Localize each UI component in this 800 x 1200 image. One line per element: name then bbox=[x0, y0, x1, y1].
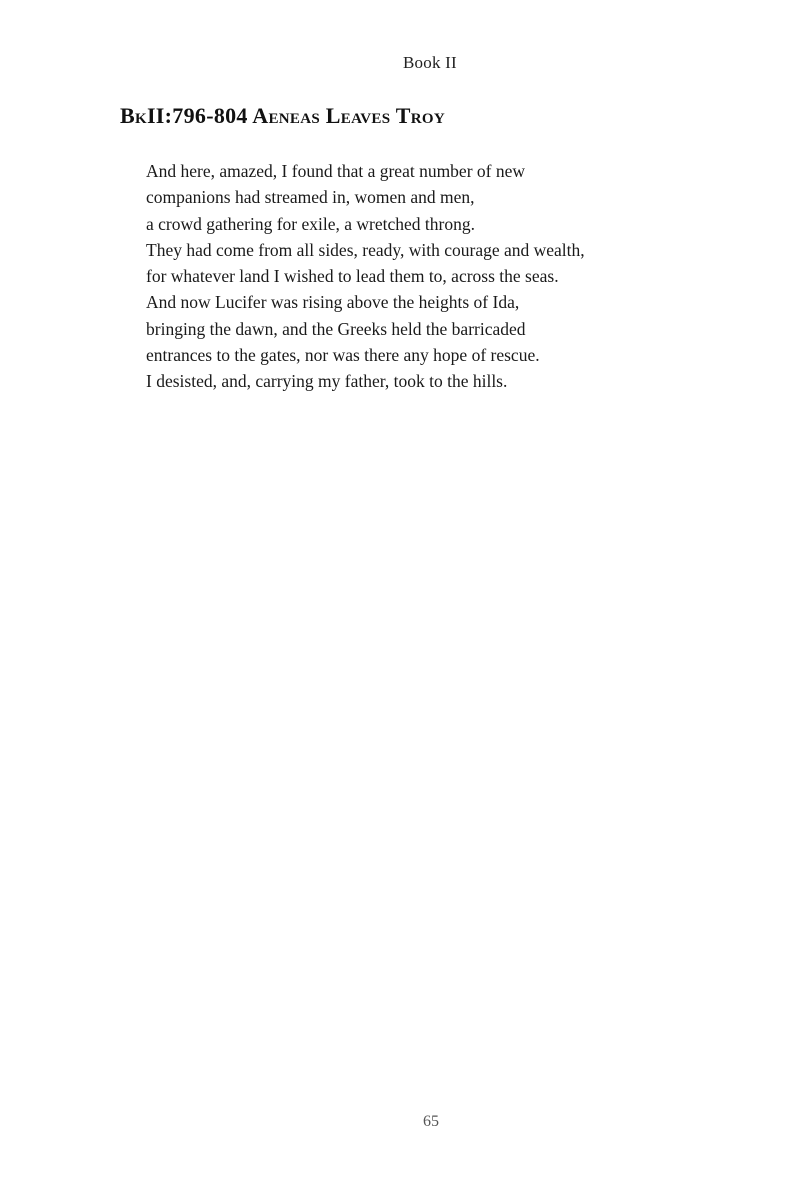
verse-line: And here, amazed, I found that a great number of new bbox=[146, 161, 526, 181]
verse-line: a crowd gathering for exile, a wretched throng. bbox=[146, 213, 475, 234]
verse-line: entrances to the gates, nor was there any hope of rescue. bbox=[146, 345, 540, 366]
verse-line: They had come from all sides, ready, with courage and wealth, bbox=[146, 239, 585, 260]
verse-line: I desisted, and, carrying my father, took to the hills. bbox=[146, 371, 508, 392]
verse-line: for whatever land I wished to lead them to, across the seas. bbox=[146, 266, 559, 287]
page-number: 65 bbox=[423, 1113, 439, 1130]
section-title: BkII:796-804 Aeneas Leaves Troy bbox=[120, 103, 445, 128]
verse-passage bbox=[146, 158, 706, 395]
verse-line: And now Lucifer was rising above the heights of Ida, bbox=[146, 292, 520, 313]
running-head: Book II bbox=[403, 53, 457, 72]
verse-line: companions had streamed in, women and men, bbox=[146, 187, 475, 208]
verse-line: bringing the dawn, and the Greeks held the barricaded bbox=[146, 318, 526, 339]
